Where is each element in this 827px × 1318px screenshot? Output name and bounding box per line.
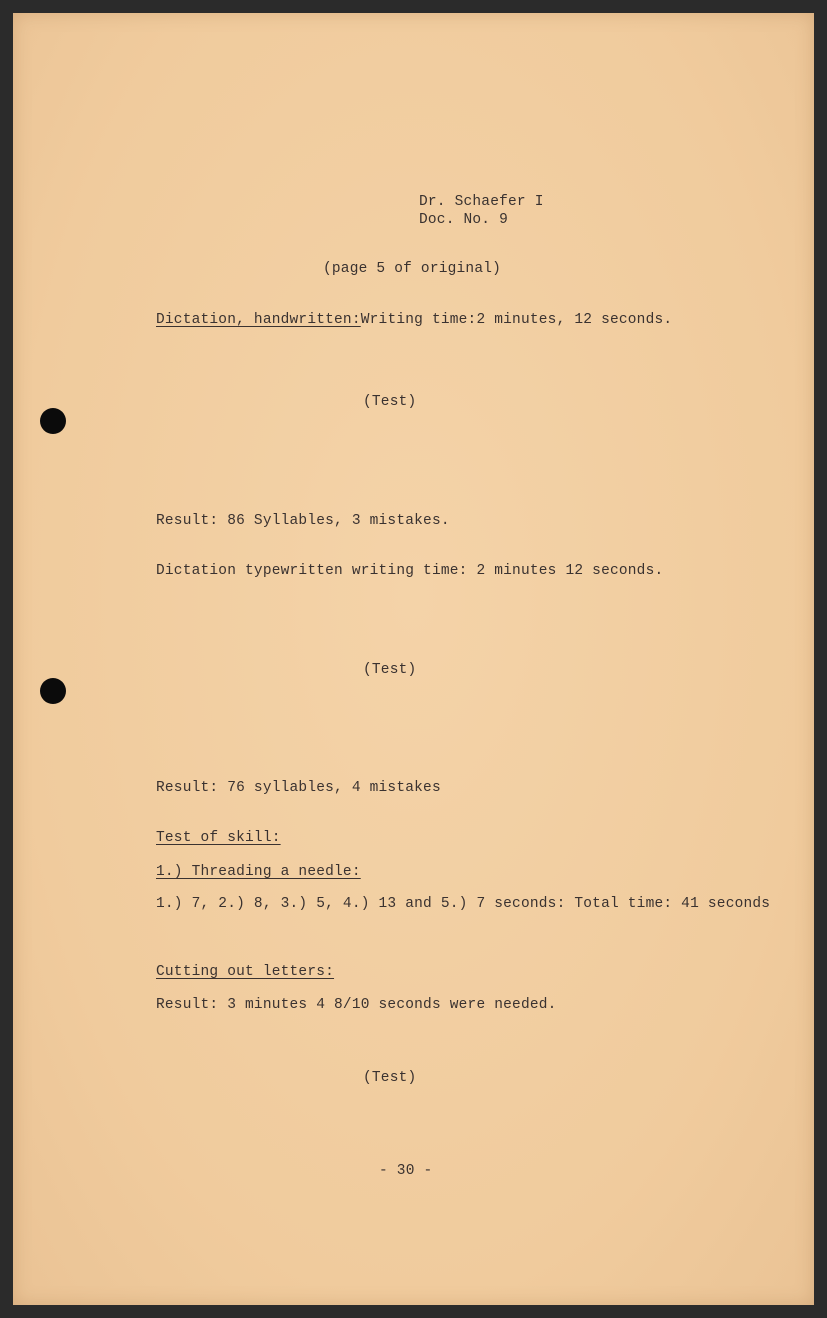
punch-hole-bottom	[40, 678, 66, 704]
header-author: Dr. Schaefer I	[419, 194, 544, 210]
skill-heading: Test of skill:	[156, 830, 281, 846]
page-number: - 30 -	[379, 1163, 433, 1179]
page-reference: (page 5 of original)	[323, 261, 502, 277]
test-placeholder-1: (Test)	[363, 394, 417, 410]
dictation-handwritten-label: Dictation, handwritten:	[156, 312, 361, 328]
document-page	[13, 13, 814, 1305]
dictation-handwritten-line	[156, 312, 672, 328]
cutting-result: Result: 3 minutes 4 8/10 seconds were needed.	[156, 997, 557, 1013]
punch-hole-top	[40, 408, 66, 434]
result-handwritten: Result: 86 Syllables, 3 mistakes.	[156, 513, 450, 529]
header-doc-number: Doc. No. 9	[419, 212, 509, 228]
result-typewritten: Result: 76 syllables, 4 mistakes	[156, 780, 441, 796]
test-placeholder-2: (Test)	[363, 662, 417, 678]
dictation-handwritten-text: Writing time:2 minutes, 12 seconds.	[360, 312, 673, 328]
dictation-typewritten-line: Dictation typewritten writing time: 2 minutes 12 seconds.	[156, 563, 664, 579]
needle-result: 1.) 7, 2.) 8, 3.) 5, 4.) 13 and 5.) 7 seconds: Total time: 41 seconds	[156, 896, 771, 912]
cutting-heading: Cutting out letters:	[156, 964, 335, 980]
test-placeholder-3: (Test)	[363, 1070, 417, 1086]
needle-heading: 1.) Threading a needle:	[156, 864, 361, 880]
